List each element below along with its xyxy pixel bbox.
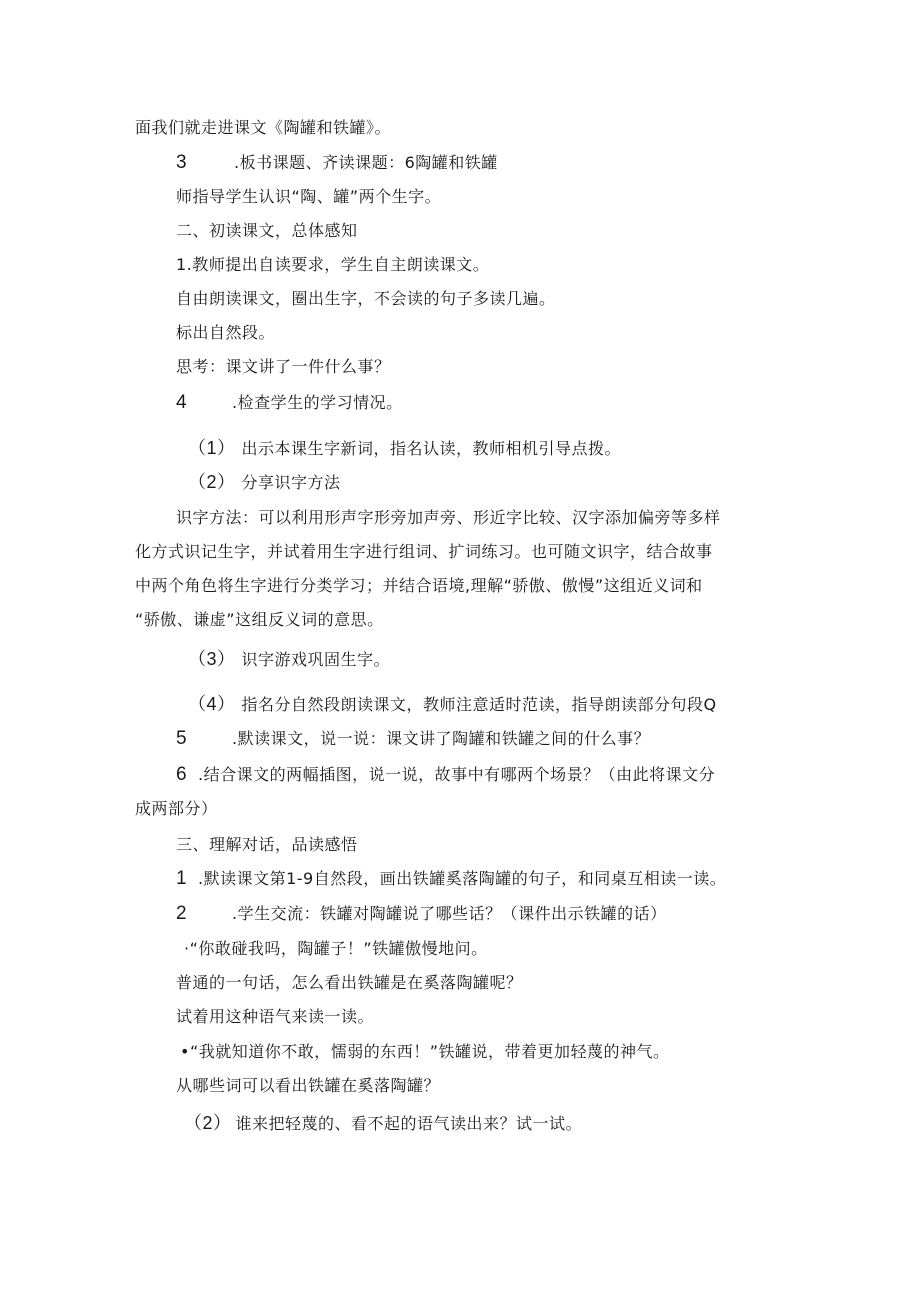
text-line: 中两个角色将生字进行分类学习；并结合语境,理解“骄傲、傲慢”这组近义词和 xyxy=(135,576,703,595)
text-line: 识字方法：可以利用形声字形旁加声旁、形近字比较、汉字添加偏旁等多样 xyxy=(176,508,721,527)
numbered-line: 4 .检查学生的学习情况。 xyxy=(176,392,403,413)
item-number: （2） xyxy=(184,1113,232,1133)
text-line: 1.教师提出自读要求，学生自主朗读课文。 xyxy=(176,255,490,274)
item-number: 4 xyxy=(176,392,188,413)
text-line: 成两部分） xyxy=(135,799,218,818)
section-heading: 三、理解对话，品读感悟 xyxy=(176,835,358,854)
quote-line: •“我就知道你不敢，懦弱的东西！”铁罐说，带着更加轻蔑的神气。 xyxy=(180,1042,670,1061)
numbered-line: 6 .结合课文的两幅插图，说一说，故事中有哪两个场景？（由此将课文分 xyxy=(176,764,716,785)
numbered-line: （3） 识字游戏巩固生字。 xyxy=(188,649,391,669)
numbered-line: （1） 出示本课生字新词，指名认读，教师相机引导点拨。 xyxy=(188,438,622,458)
numbered-line: （2） 谁来把轻蔑的、看不起的语气读出来？试一试。 xyxy=(184,1113,583,1133)
section-heading: 二、初读课文，总体感知 xyxy=(176,221,358,240)
numbered-line: 3 .板书课题、齐读课题：6陶罐和铁罐 xyxy=(176,152,498,173)
numbered-line: （2） 分享识字方法 xyxy=(188,472,341,492)
item-number: （3） xyxy=(188,649,236,669)
item-number: 2 xyxy=(176,903,188,924)
numbered-line: 5 .默读课文，说一说：课文讲了陶罐和铁罐之间的什么事？ xyxy=(176,728,651,749)
item-number: （1） xyxy=(188,438,236,458)
text-line: 试着用这种语气来读一读。 xyxy=(176,1007,375,1026)
text-line: 普通的一句话，怎么看出铁罐是在奚落陶罐呢？ xyxy=(176,973,523,992)
item-number: 1 xyxy=(176,868,188,889)
numbered-line: （4） 指名分自然段朗读课文，教师注意适时范读，指导朗读部分句段Q xyxy=(188,694,717,714)
quote-line: ·“你敢碰我吗，陶罐子！”铁罐傲慢地问。 xyxy=(184,939,488,958)
text-line: 标出自然段。 xyxy=(176,323,276,342)
text-line: 从哪些词可以看出铁罐在奚落陶罐？ xyxy=(176,1076,441,1095)
item-number: （2） xyxy=(188,472,236,492)
item-number: 6 xyxy=(176,764,188,785)
numbered-line: 1 .默读课文第1-9自然段，画出铁罐奚落陶罐的句子，和同桌互相读一读。 xyxy=(176,868,727,889)
text-line: 思考：课文讲了一件什么事？ xyxy=(176,357,391,376)
item-number: 5 xyxy=(176,728,188,749)
text-line: 面我们就走进课文《陶罐和铁罐》。 xyxy=(135,118,392,137)
text-line: 自由朗读课文，圈出生字，不会读的句子多读几遍。 xyxy=(176,289,556,308)
text-line: “骄傲、谦虚”这组反义词的意思。 xyxy=(135,610,384,629)
item-number: 3 xyxy=(176,152,188,173)
numbered-line: 2 .学生交流：铁罐对陶罐说了哪些话？（课件出示铁罐的话） xyxy=(176,903,667,924)
text-line: 师指导学生认识“陶、罐”两个生字。 xyxy=(176,187,442,206)
text-line: 化方式识记生字，并试着用生字进行组词、扩词练习。也可随文识字，结合故事 xyxy=(135,542,713,561)
item-number: （4） xyxy=(188,694,236,714)
